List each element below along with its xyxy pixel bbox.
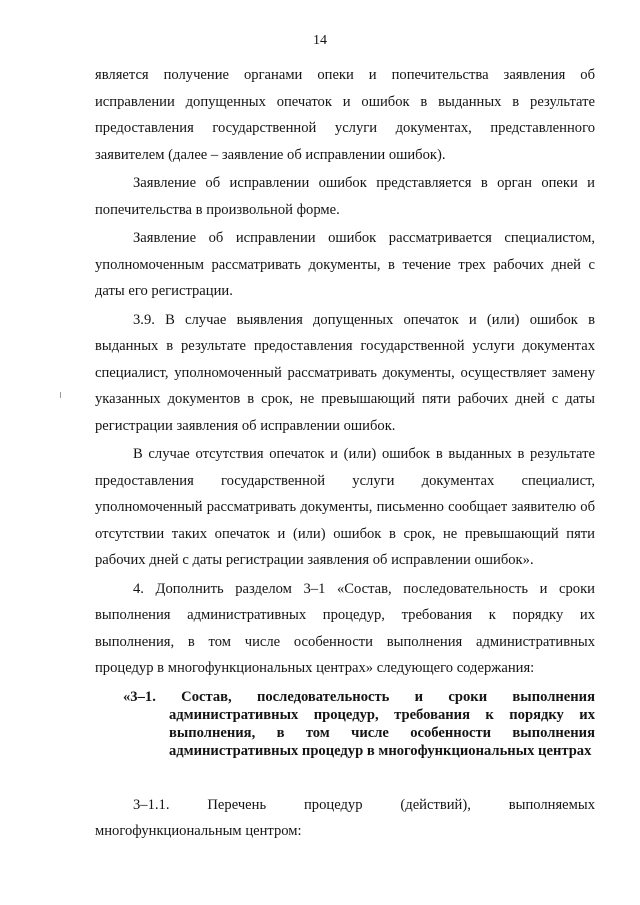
paragraph-6: 4. Дополнить разделом 3–1 «Состав, последовательность и сроки выполнения административных процедур, требования к порядку их выполнения, в том числе особенности выполнения административных процедур в многофункциональных центрах» следующего содержания: bbox=[95, 580, 595, 676]
paragraph-3: Заявление об исправлении ошибок рассматривается специалистом, уполномоченным рассматривать документы, в течение трех рабочих дней с даты его регистрации. bbox=[95, 230, 595, 299]
margin-mark bbox=[60, 392, 61, 398]
section-heading: «3–1. Состав, последовательность и сроки выполнения административных процедур, требования к порядку их выполнения, в том числе особенности выполнения административных процедур в многофункциональных центрах bbox=[123, 688, 595, 759]
paragraph-1: является получение органами опеки и попечительства заявления об исправлении допущенных опечаток и ошибок в выданных в результате предоставления государственной услуги документах, представленного заявителем (далее – заявление об исправлении ошибок). bbox=[95, 67, 595, 163]
subsection-paragraph: 3–1.1. Перечень процедур (действий), выполняемых многофункциональным центром: bbox=[95, 796, 595, 839]
paragraph-5: В случае отсутствия опечаток и (или) ошибок в выданных в результате предоставления государственной услуги документах специалист, уполномоченный рассматривать документы, письменно сообщает заявителю об отсутствии таких опечаток и (или) ошибок в срок, не превышающий пяти рабочих дней с даты регистрации заявления об исправлении ошибок». bbox=[95, 446, 595, 568]
paragraph-2: Заявление об исправлении ошибок представляется в орган опеки и попечительства в произвольной форме. bbox=[95, 175, 595, 218]
document-body bbox=[95, 62, 595, 845]
paragraph-4: 3.9. В случае выявления допущенных опечаток и (или) ошибок в выданных в результате предоставления государственной услуги документах специалист, уполномоченный рассматривать документы, осуществляет замену указанных документов в срок, не превышающий пяти рабочих дней с даты регистрации заявления об исправлении ошибок. bbox=[95, 311, 595, 434]
page-number: 14 bbox=[313, 33, 327, 48]
